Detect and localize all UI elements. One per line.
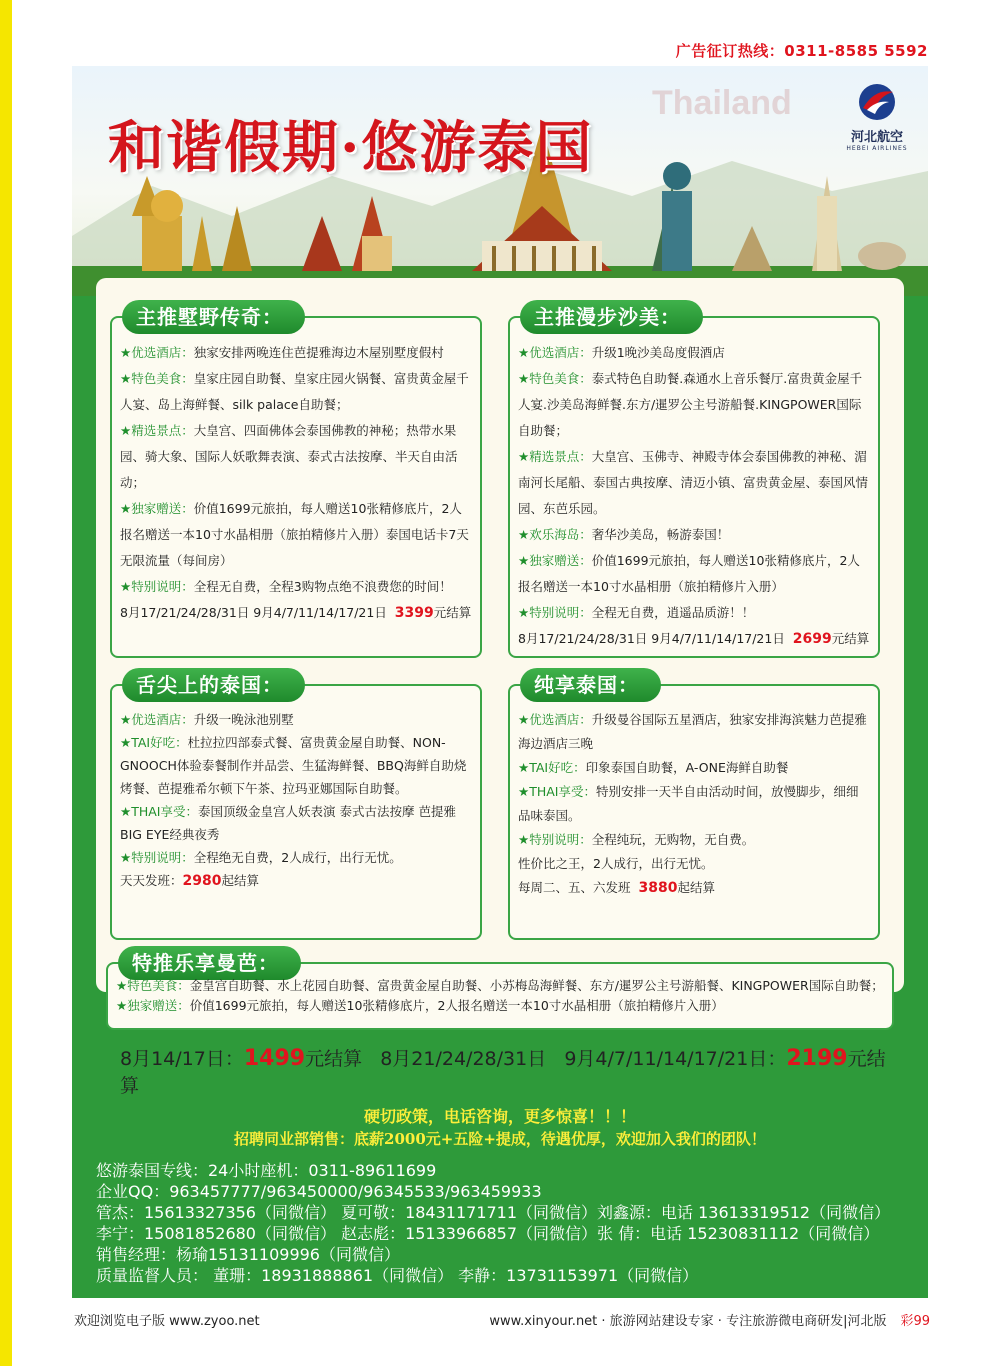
card-title: 纯享泰国： [520,668,661,702]
list-item: ★独家赠送：价值1699元旅拍，每人赠送10张精修底片，2人报名赠送一本10寸水晶相册（旅拍精修片入册）泰国电话卡7天无限流量（每间房） [120,501,469,568]
star-icon: ★ [518,784,530,799]
price: 3399 [394,605,434,621]
card-body [518,340,870,652]
list-item: ★特别说明：全程无自费，逍遥品质游！！ [518,605,755,620]
package-card-villa [110,305,482,658]
card-body [518,708,870,900]
star-icon: ★ [120,501,132,516]
promo-line-2: 招聘同业部销售：底薪2000元+五险+提成，待遇优厚，欢迎加入我们的团队！ [234,1130,766,1148]
star-icon: ★ [120,712,132,727]
star-icon: ★ [120,735,132,750]
ad-frame [72,66,928,1298]
list-item: ★欢乐海岛：奢华沙美岛，畅游泰国！ [518,527,730,542]
hebei-airlines-logo [842,82,912,152]
star-icon: ★ [120,579,132,594]
card-title: 主推漫步沙美： [520,300,703,334]
page-number: 彩99 [900,1314,930,1329]
ad-hotline: 广告征订热线：0311-8585 5592 [675,42,928,60]
logo-cn-text: 河北航空 [850,130,903,145]
departure-line: 天天发班：2980起结算 [120,873,259,889]
contact-line: 李宁：15081852680（同微信） 赵志彪：15133966857（同微信）张 倩：电话 15230831112（同微信） [96,1224,880,1243]
star-icon: ★ [116,998,128,1013]
footer-right: www.xinyour.net · 旅游网站建设专家 · 专注旅游微电商研发|河北版 彩99 [489,1314,930,1329]
price: 2199 [786,1046,848,1071]
star-icon: ★ [518,449,530,464]
list-item: ★优选酒店：升级一晚泳池别墅 [120,712,294,727]
card-body [116,976,884,1016]
content-panel [96,278,904,1097]
contact-line: 悠游泰国专线：24小时座机：0311-89611699 [96,1161,437,1180]
package-card-bangkok-pattaya [106,951,894,1030]
price: 2980 [182,873,222,889]
list-item: ★独家赠送：价值1699元旅拍，每人赠送10张精修底片，2人报名赠送一本10寸水晶相册（旅拍精修片入册） [116,998,724,1013]
contact-line: 管杰：15613327356（同微信） 夏可敬：18431171711（同微信）刘鑫源：电话 13613319512（同微信） [96,1203,891,1222]
star-icon: ★ [518,527,530,542]
departure-line: 8月17/21/24/28/31日 9月4/7/11/14/17/21日 3399元结算 [120,605,472,621]
card-body [120,340,472,626]
contact-block [96,1160,890,1286]
star-icon: ★ [518,553,530,568]
list-item: ★特别说明：全程纯玩，无购物，无自费。 [518,832,755,847]
contact-line: 企业QQ：963457777/963450000/96345533/963459933 [96,1182,542,1201]
list-item: ★特色美食：泰式特色自助餐.森通水上音乐餐厅.富贵黄金屋千人宴.沙美岛海鲜餐.东方/暹罗公主号游船餐.KINGPOWER国际自助餐； [518,371,863,438]
star-icon: ★ [518,371,530,386]
card-title: 主推墅野传奇： [122,300,305,334]
list-item: ★精选景点：大皇宫、四面佛体会泰国佛教的神秘；热带水果园、骑大象、国际人妖歌舞表演、泰式古法按摩、半天自由活动； [120,423,458,490]
price: 1499 [243,1046,306,1071]
star-icon: ★ [518,760,530,775]
star-icon: ★ [120,423,132,438]
departure-line: 8月17/21/24/28/31日 9月4/7/11/14/17/21日 2699元结算 [518,631,870,647]
list-item: ★特色美食：金皇宫自助餐、水上花园自助餐、富贵黄金屋自助餐、小苏梅岛海鲜餐、东方/暹罗公主号游船餐、KINGPOWER国际自助餐； [116,978,884,993]
package-card-pure [508,673,880,940]
card-title: 舌尖上的泰国： [122,668,305,702]
list-item: ★精选景点：大皇宫、玉佛寺、神殿寺体会泰国佛教的神秘、湄南河长尾船、泰国古典按摩、清迈小镇、富贵黄金屋、泰国风情园、东芭乐园。 [518,449,869,516]
airline-bird-icon [855,82,899,122]
star-icon: ★ [518,712,530,727]
contact-line: 质量监督人员： 董珊：18931888861（同微信） 李静：13731153971（同微信） [96,1266,699,1285]
departure-prices-row: 8月14/17日：1499元结算 8月21/24/28/31日 9月4/7/11/14/17/21日：2199元结算 [120,1046,886,1097]
list-item: ★THAI享受：泰国顶级金皇宫人妖表演 泰式古法按摩 芭提雅BIG EYE经典夜秀 [120,804,456,842]
star-icon: ★ [120,804,132,819]
star-icon: ★ [120,371,132,386]
list-item: ★独家赠送：价值1699元旅拍，每人赠送10张精修底片，2人报名赠送一本10寸水晶相册（旅拍精修片入册） [518,553,860,594]
star-icon: ★ [116,978,128,993]
list-item: ★优选酒店：独家安排两晚连住芭提雅海边木屋别墅度假村 [120,345,444,360]
footer-left: 欢迎浏览电子版 www.zyoo.net [74,1314,260,1329]
extra-note: 性价比之王，2人成行，出行无忧。 [518,856,714,871]
list-item: ★TAI好吃：杜拉拉四部泰式餐、富贵黄金屋自助餐、NON-GNOOCH体验泰餐制作并品尝、生猛海鲜餐、BBQ海鲜自助烧烤餐、芭提雅希尔顿下午茶、拉玛亚娜国际自助餐。 [120,735,467,796]
promo-line-1: 硬切政策，电话咨询，更多惊喜！！！ [363,1107,636,1126]
package-card-samet [508,305,880,658]
list-item: ★THAI享受：特别安排一天半自由活动时间，放慢脚步，细细品味泰国。 [518,784,859,823]
price: 3880 [638,880,678,896]
list-item: ★特别说明：全程绝无自费，2人成行，出行无忧。 [120,850,402,865]
contact-line: 销售经理：杨瑜15131109996（同微信） [96,1245,400,1264]
star-icon: ★ [518,605,530,620]
card-title: 特推乐享曼芭： [118,946,301,980]
star-icon: ★ [120,345,132,360]
hero-english-watermark: Thailand [652,84,792,122]
list-item: ★TAI好吃：印象泰国自助餐，A-ONE海鲜自助餐 [518,760,789,775]
list-item: ★优选酒店：升级曼谷国际五星酒店，独家安排海滨魅力芭提雅海边酒店三晚 [518,712,867,751]
list-item: ★优选酒店：升级1晚沙美岛度假酒店 [518,345,725,360]
card-body [120,708,472,893]
logo-en-text: HEBEI AIRLINES [846,145,908,152]
hero-title: 和谐假期·悠游泰国 [108,115,594,181]
left-yellow-strip [0,0,12,1366]
star-icon: ★ [518,832,530,847]
list-item: ★特色美食：皇家庄园自助餐、皇家庄园火锅餐、富贵黄金屋千人宴、岛上海鲜餐、silk palace自助餐； [120,371,469,412]
star-icon: ★ [120,850,132,865]
hero-banner [72,66,928,296]
star-icon: ★ [518,345,530,360]
package-card-food [110,673,482,940]
list-item: ★特别说明：全程无自费，全程3购物点绝不浪费您的时间！ [120,579,452,594]
departure-line: 每周二、五、六发班 3880起结算 [518,880,715,896]
price: 2699 [792,631,832,647]
